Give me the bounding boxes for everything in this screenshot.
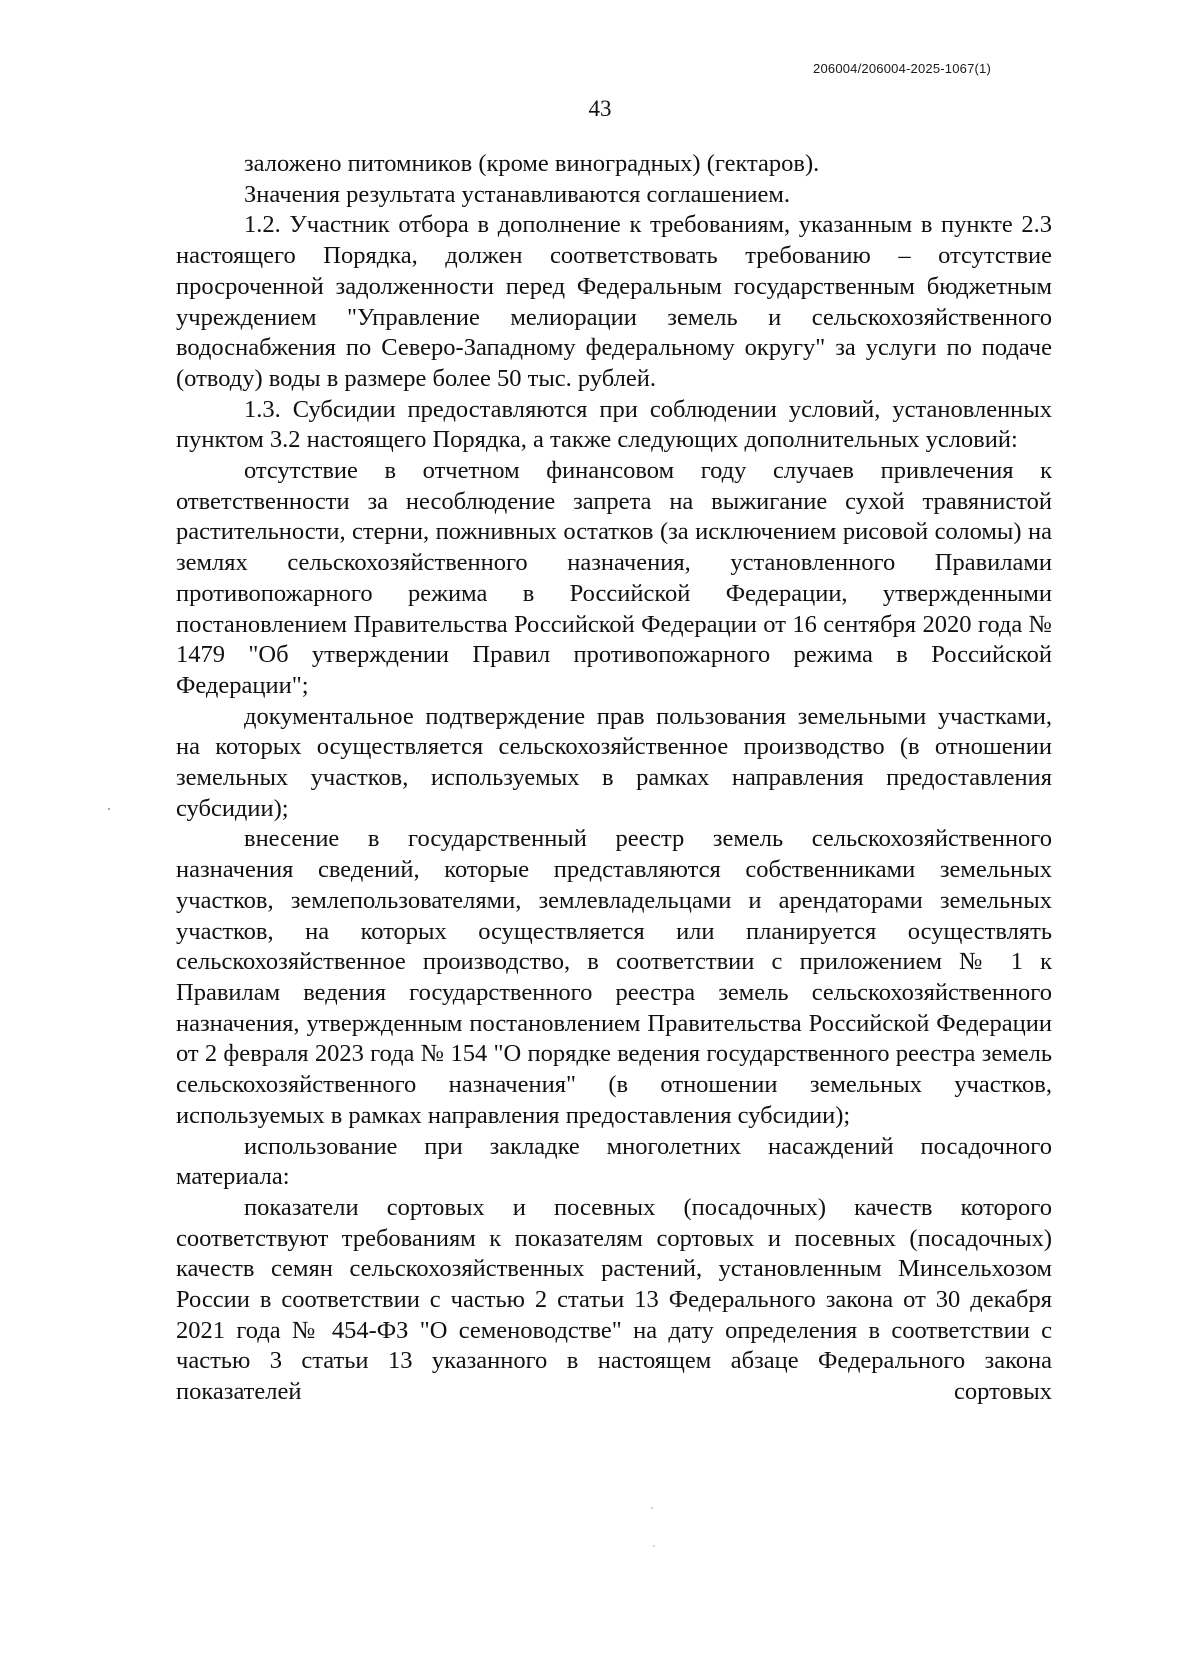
page-number: 43 (588, 96, 612, 121)
paragraph-1-3-conditions: 1.3. Субсидии предоставляются при соблюдении условий, установленных пунктом 3.2 настоящего Порядка, а также следующих дополнительных условий: (176, 395, 1052, 454)
paragraph-nurseries-result: заложено питомников (кроме виноградных) (гектаров). (244, 150, 820, 177)
paragraph-condition-land-registry: внесение в государственный реестр земель сельскохозяйственного назначения сведений, которые представляются собственниками земельных участков, землепользователями, землевладельцами и арендаторами земельных участков, на которых осуществляется или планируется осуществлять сельскохозяйственное производство, в соответствии с приложением № 1 к Правилам ведения государственного реестра земель сельскохозяйственного назначения, утвержденным постановлением Правительства Российской Федерации от 2 февраля 2023 года № 154 "О порядке ведения государственного реестра земель сельскохозяйственного назначения" (в отношении земельных участков, используемых в рамках направления предоставления субсидии); (176, 825, 1052, 1129)
paragraph-planting-material-quality: показатели сортовых и посевных (посадочных) качеств которого соответствуют требованиям к показателям сортовых и посевных (посадочных) качеств семян сельскохозяйственных растений, установленным Минсельхозом России в соответствии с частью 2 статьи 13 Федерального закона от 30 декабря 2021 года № 454-ФЗ "О семеноводстве" на дату определения в соответствии с частью 3 статьи 13 указанного в настоящем абзаце Федерального закона показателей сортовых (176, 1193, 1052, 1406)
paragraph-result-values: Значения результата устанавливаются соглашением. (244, 180, 791, 208)
paragraph-1-2-requirements: 1.2. Участник отбора в дополнение к требованиям, указанным в пункте 2.3 настоящего Порядка, должен соответствовать требованию – отсутствие просроченной задолженности перед Федеральным государственным бюджетным учреждением "Управление мелиорации земель и сельскохозяйственного водоснабжения по Северо-Западному федеральному округу" за услуги по подаче (отводу) воды в размере более 50 тыс. рублей. (176, 211, 1052, 392)
scan-speck (653, 1545, 655, 1547)
document-body (176, 149, 1052, 1408)
paragraph-condition-planting-material: использование при закладке многолетних насаждений посадочного материала: (176, 1132, 1052, 1191)
paragraph-condition-land-rights: документальное подтверждение прав пользования земельными участками, на которых осуществляется сельскохозяйственное производство (в отношении земельных участков, используемых в рамках направления предоставления субсидии); (176, 702, 1052, 822)
paragraph-condition-no-burning: отсутствие в отчетном финансовом году случаев привлечения к ответственности за несоблюдение запрета на выжигание сухой травянистой растительности, стерни, пожнивных остатков (за исключением рисовой соломы) на землях сельскохозяйственного назначения, установленного Правилами противопожарного режима в Российской Федерации, утвержденными постановлением Правительства Российской Федерации от 16 сентября 2020 года № 1479 "Об утверждении Правил противопожарного режима в Российской Федерации"; (176, 457, 1052, 699)
scan-speck (108, 808, 110, 810)
scan-speck (651, 1507, 653, 1509)
document-registration-number: 206004/206004-2025-1067(1) (813, 61, 991, 76)
